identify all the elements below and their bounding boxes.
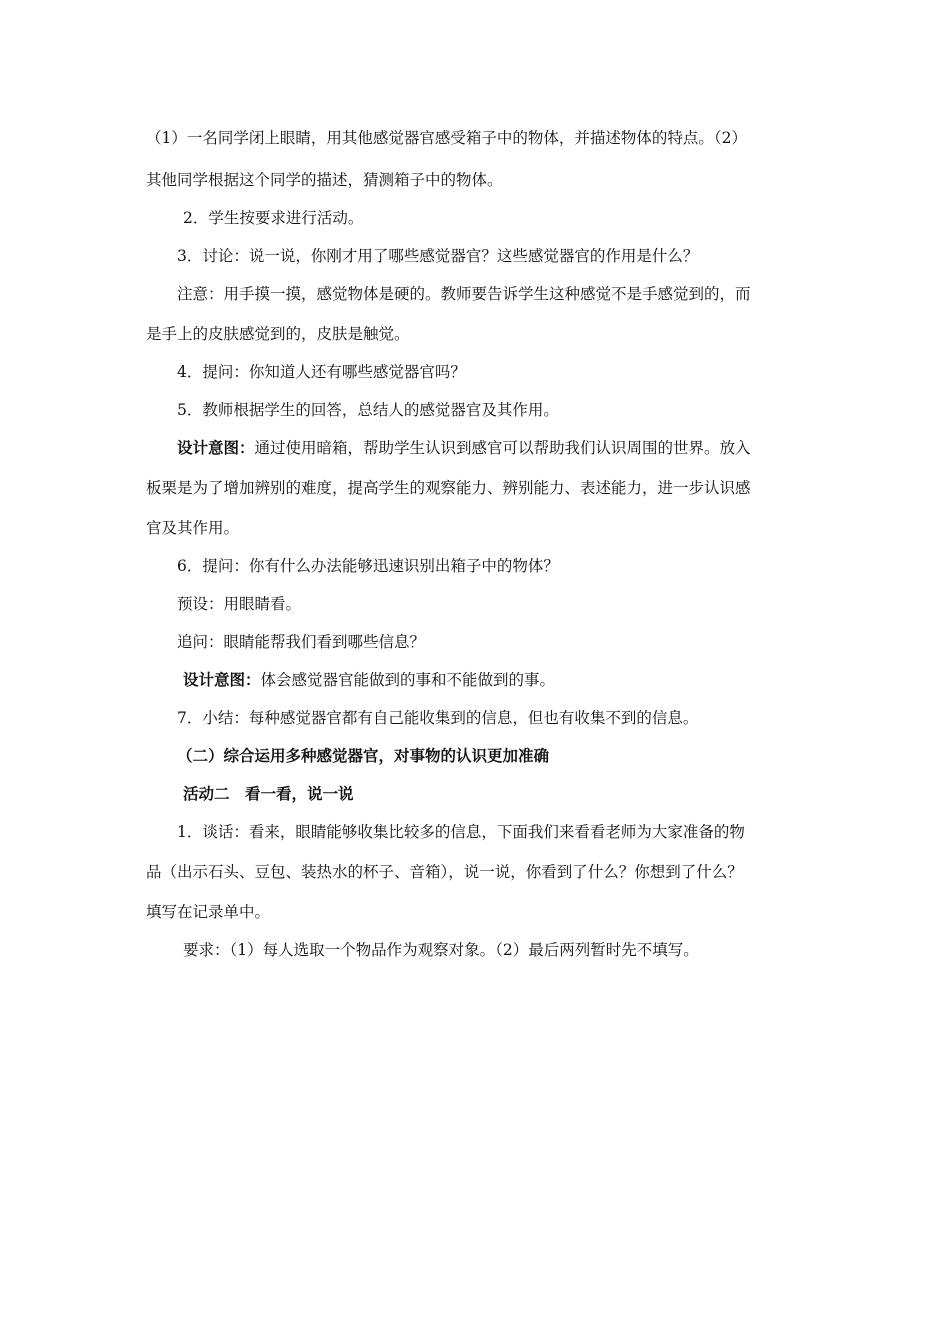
note-line-1: 注意：用手摸一摸，感觉物体是硬的。教师要告诉学生这种感觉不是手感觉到的，而	[177, 285, 751, 303]
design-intent-label: 设计意图：	[177, 438, 255, 457]
step-4: 4．提问：你知道人还有哪些感觉器官吗？	[177, 363, 466, 381]
section-heading: （二）综合运用多种感觉器官，对事物的认识更加准确	[177, 746, 550, 765]
step-3: 3．讨论：说一说，你刚才用了哪些感觉器官？这些感觉器官的作用是什么？	[177, 247, 699, 265]
activity-step-1-end: 填写在记录单中。	[146, 903, 271, 921]
paragraph-line-2: 其他同学根据这个同学的描述，猜测箱子中的物体。	[146, 171, 503, 189]
design-intent-text: 通过使用暗箱，帮助学生认识到感官可以帮助我们认识周围的世界。放入	[254, 439, 751, 457]
activity-heading: 活动二 看一看，说一说	[183, 784, 354, 803]
design-intent-1-end: 官及其作用。	[146, 519, 240, 537]
step-6: 6．提问：你有什么办法能够迅速识别出箱子中的物体？	[177, 557, 559, 575]
design-intent-2	[183, 670, 555, 690]
note-line-2: 是手上的皮肤感觉到的，皮肤是触觉。	[146, 325, 410, 343]
design-intent-text: 体会感觉器官能做到的事和不能做到的事。	[260, 671, 556, 689]
design-intent-1-cont: 板栗是为了增加辨别的难度，提高学生的观察能力、辨别能力、表述能力，进一步认识感	[146, 479, 751, 497]
paragraph-line-1: （1）一名同学闭上眼睛，用其他感觉器官感受箱子中的物体，并描述物体的特点。（2）	[146, 129, 747, 147]
preset: 预设：用眼睛看。	[177, 595, 302, 613]
activity-step-1: 1．谈话：看来，眼睛能够收集比较多的信息，下面我们来看看老师为大家准备的物	[177, 823, 745, 841]
step-7-summary: 7．小结：每种感觉器官都有自己能收集到的信息，但也有收集不到的信息。	[177, 709, 699, 727]
step-2: 2．学生按要求进行活动。	[183, 209, 364, 227]
activity-step-1-cont: 品（出示石头、豆包、装热水的杯子、音箱），说一说，你看到了什么？你想到了什么？	[146, 863, 743, 881]
requirements: 要求：（1）每人选取一个物品作为观察对象。（2）最后两列暂时先不填写。	[183, 941, 699, 959]
step-5: 5．教师根据学生的回答，总结人的感觉器官及其作用。	[177, 401, 559, 419]
design-intent-label: 设计意图：	[183, 670, 261, 689]
follow-up-question: 追问：眼睛能帮我们看到哪些信息？	[177, 633, 426, 651]
design-intent-1	[177, 438, 751, 458]
